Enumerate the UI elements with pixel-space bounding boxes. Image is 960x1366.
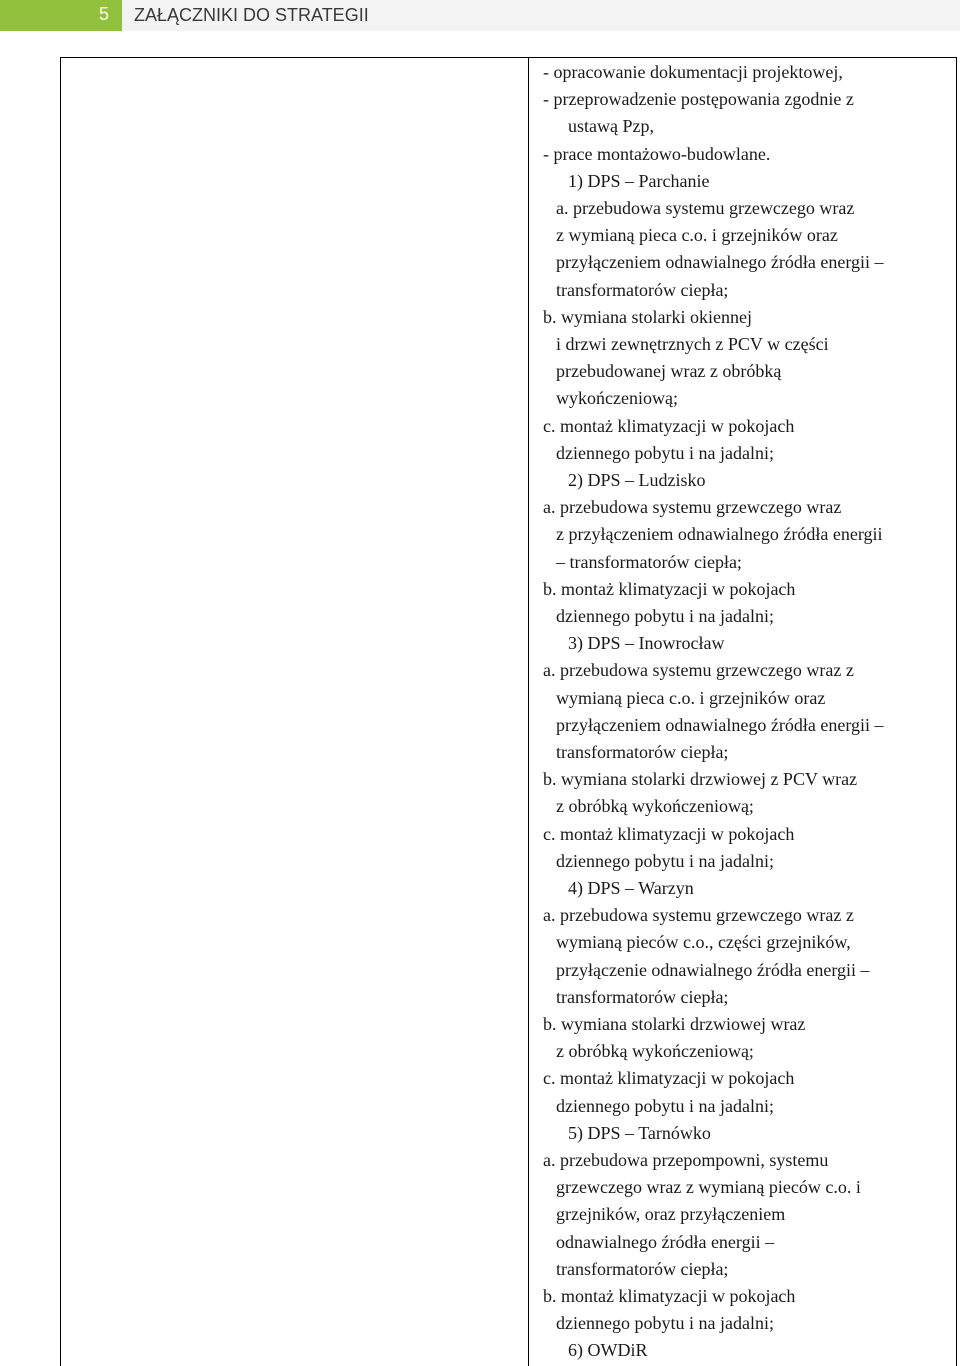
text-line: grzewczego wraz z wymianą pieców c.o. i [556,1177,861,1197]
text-line: a. przebudowa systemu grzewczego wraz [543,497,842,517]
text-line: a. przebudowa systemu grzewczego wraz [556,198,855,218]
text-line: - przeprowadzenie postępowania zgodnie z [543,89,854,109]
text-line: grzejników, oraz przyłączeniem [556,1204,786,1224]
section-number: 5 [99,4,110,24]
text-line: transformatorów ciepła; [556,280,729,300]
text-line: 5) DPS – Tarnówko [568,1123,711,1143]
text-line: dziennego pobytu i na jadalni; [556,1096,774,1116]
text-line: - prace montażowo-budowlane. [543,144,771,164]
text-line: z wymianą pieca c.o. i grzejników oraz [556,225,838,245]
text-line: a. przebudowa przepompowni, systemu [543,1150,829,1170]
text-line: przebudowanej wraz z obróbką [556,361,782,381]
text-line: wymianą pieców c.o., części grzejników, [556,932,851,952]
text-line: z obróbką wykończeniową; [556,796,754,816]
text-line: 4) DPS – Warzyn [568,878,694,898]
text-line: b. montaż klimatyzacji w pokojach [543,579,796,599]
text-line: 6) OWDiR [568,1340,648,1360]
text-line: – transformatorów ciepła; [556,552,742,572]
text-line: z przyłączeniem odnawialnego źródła energii [556,524,883,544]
text-line: wymianą pieca c.o. i grzejników oraz [556,688,826,708]
text-line: b. wymiana stolarki okiennej [543,307,752,327]
text-line: 2) DPS – Ludzisko [568,470,706,490]
text-line: przyłączeniem odnawialnego źródła energii – [556,252,884,272]
text-line: transformatorów ciepła; [556,742,729,762]
text-line: transformatorów ciepła; [556,987,729,1007]
text-line: dziennego pobytu i na jadalni; [556,1313,774,1333]
text-line: b. montaż klimatyzacji w pokojach [543,1286,796,1306]
text-line: dziennego pobytu i na jadalni; [556,851,774,871]
text-line: przyłączeniem odnawialnego źródła energii – [556,715,884,735]
text-line: c. montaż klimatyzacji w pokojach [543,416,795,436]
text-line: a. przebudowa systemu grzewczego wraz z [543,905,854,925]
page-header [0,0,960,32]
text-line: 3) DPS – Inowrocław [568,633,725,653]
text-line: odnawialnego źródła energii – [556,1232,775,1252]
text-line: c. montaż klimatyzacji w pokojach [543,824,795,844]
text-line: b. wymiana stolarki drzwiowej wraz [543,1014,806,1034]
text-line: przyłączenie odnawialnego źródła energii – [556,960,870,980]
text-line: i drzwi zewnętrznych z PCV w części [556,334,829,354]
text-line: b. wymiana stolarki drzwiowej z PCV wraz [543,769,858,789]
text-line: a. przebudowa systemu grzewczego wraz z [543,660,854,680]
section-title: ZAŁĄCZNIKI DO STRATEGII [134,5,369,25]
text-line: ustawą Pzp, [568,116,654,136]
text-line: dziennego pobytu i na jadalni; [556,606,774,626]
text-line: - opracowanie dokumentacji projektowej, [543,62,843,82]
text-line: wykończeniową; [556,388,678,408]
text-line: dziennego pobytu i na jadalni; [556,443,774,463]
text-line: transformatorów ciepła; [556,1259,729,1279]
text-line: z obróbką wykończeniową; [556,1041,754,1061]
text-line: c. montaż klimatyzacji w pokojach [543,1068,795,1088]
table-column-divider [528,57,529,1366]
text-line: 1) DPS – Parchanie [568,171,710,191]
